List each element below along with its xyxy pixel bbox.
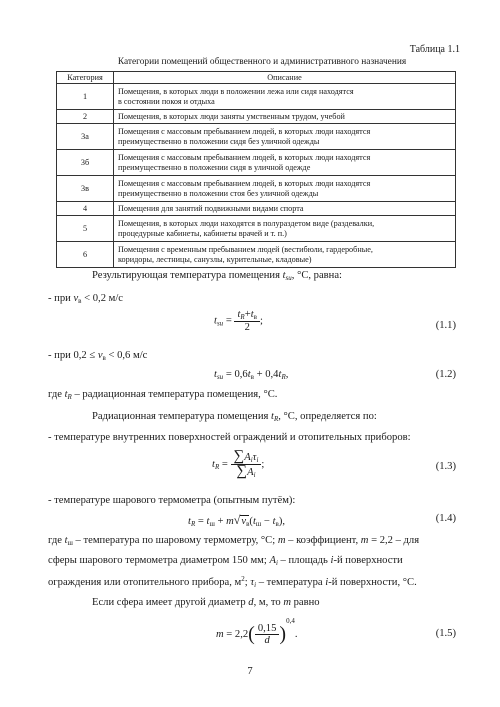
var-sub: в (246, 520, 250, 528)
var-sub: su (285, 274, 292, 282)
var-t: t (252, 516, 256, 527)
var-m: m (226, 516, 234, 527)
var-a: A (269, 555, 276, 566)
equation-1-2 (214, 369, 288, 381)
paragraph-sphere-diameter (48, 555, 403, 567)
var-sub: в (78, 297, 82, 305)
var-sub: R (190, 520, 196, 528)
var-t: t (272, 516, 276, 527)
paragraph-other-diameter (92, 597, 320, 608)
categories-table (56, 71, 456, 268)
fraction-denominator: 2 (244, 322, 250, 333)
text: равно (290, 597, 320, 608)
var-sub: su (216, 373, 224, 381)
row-category: 4 (57, 202, 114, 216)
equation-label: (1.2) (435, 369, 456, 380)
row-description (114, 84, 456, 110)
text: = 2,2 (223, 629, 249, 640)
var-tau: τ (252, 452, 257, 463)
superscript: 2 (241, 575, 245, 583)
punct: . (294, 629, 298, 640)
plus: + (244, 309, 251, 320)
var-sub: i (256, 456, 259, 464)
text: - при 0,2 ≤ (48, 350, 98, 361)
equals: = (223, 315, 235, 327)
sqrt-icon: √ (233, 513, 241, 527)
var-sub: R (67, 393, 72, 401)
var-t: t (206, 516, 210, 527)
table-row (57, 242, 456, 268)
row-description (114, 150, 456, 176)
table-caption: Категории помещений общественного и административного назначения (117, 57, 407, 67)
text: ограждения или отопительного прибора, м (48, 577, 242, 588)
var-t: t (282, 270, 286, 281)
text: – коэффициент, (285, 535, 361, 546)
desc-line: Помещения, в которых люди в положении лежа или сидя находятся (118, 87, 354, 97)
text: Результирующая температура помещения (92, 270, 283, 281)
var-sub: ш (67, 539, 73, 547)
var-m: m (283, 597, 291, 608)
equation-1-4 (188, 513, 285, 528)
var-sub: ш (209, 520, 215, 528)
text: где (48, 389, 65, 400)
equation-1-5 (216, 617, 297, 646)
var-sub: i (250, 456, 253, 464)
var-v: v (73, 293, 79, 304)
var-v: v (241, 516, 247, 527)
equation-1-1 (214, 309, 263, 333)
fraction-denominator (231, 465, 262, 479)
text: – температура (256, 577, 326, 588)
text: = 0,6 (223, 369, 248, 380)
desc-line: преимущественно в положении сидя без уличной одежды (118, 136, 320, 146)
paren: ( (249, 516, 253, 527)
table-row (57, 150, 456, 176)
case-low-velocity (48, 293, 123, 305)
var-m: m (277, 535, 286, 546)
header-description: Описание (114, 72, 456, 84)
punct: , (285, 369, 289, 380)
desc-line: преимущественно в положении стоя без уличной одежды (118, 188, 319, 198)
text: , °С, определяется по: (278, 411, 377, 422)
desc-line: Помещения с массовым пребыванием людей, в которых люди находятся (118, 153, 371, 163)
paragraph-radiation-temp (92, 411, 377, 423)
text: = 2,2 – для (368, 535, 420, 546)
paren-open: ( (248, 623, 255, 646)
var-t: t (188, 516, 191, 527)
var-v: v (97, 350, 103, 361)
text: ; (244, 577, 251, 588)
var-m: m (360, 535, 369, 546)
var-sub: в (250, 373, 254, 381)
var-t: t (247, 369, 251, 380)
text: , °С, равна: (291, 270, 342, 281)
paragraph-surfaces: - температуре внутренних поверхностей ограждений и отопительных приборов: (48, 432, 411, 443)
var-sub: в (275, 520, 279, 528)
var-t: t (271, 411, 274, 422)
desc-line: процедурные кабинеты, кабинеты врачей и т. п.) (118, 228, 287, 238)
table-row (57, 176, 456, 202)
var-t: t (64, 389, 68, 400)
table-number: Таблица 1.1 (409, 44, 460, 55)
row-description (114, 124, 456, 150)
text: – радиационная температура помещения, °С. (71, 389, 278, 400)
fraction-denominator: d (264, 635, 270, 647)
row-description (114, 216, 456, 242)
paragraph-where-tr (48, 389, 277, 401)
text: – площадь (277, 555, 331, 566)
header-category: Категория (57, 72, 114, 84)
text: – температура по шаровому термометру, °С; (72, 535, 278, 546)
row-category: 3в (57, 176, 114, 202)
table-row (57, 84, 456, 110)
var-t: t (278, 369, 282, 380)
desc-line: Помещения, в которых люди находятся в полураздетом виде (раздевалки, (118, 219, 375, 229)
punct: ; (261, 458, 265, 470)
var-t: t (212, 458, 215, 470)
case-mid-velocity (48, 350, 147, 362)
paren: ) (278, 516, 283, 527)
var-sub: R (240, 313, 245, 321)
var-a: A (244, 452, 251, 463)
var-sub: R (281, 373, 286, 381)
var-d: d (248, 597, 254, 608)
var-t: t (64, 535, 68, 546)
plus: + (214, 516, 227, 527)
punct: , (282, 516, 286, 527)
exponent: 0,4 (286, 617, 295, 625)
row-category: 3а (57, 124, 114, 150)
desc-line: Помещения с временным пребыванием людей (вестибюли, гардеробные, (118, 245, 373, 255)
row-description (114, 242, 456, 268)
sum-symbol: ∑ (236, 463, 248, 479)
desc-line: Помещения с массовым пребыванием людей, в которых люди находятся (118, 127, 371, 137)
equation-label: (1.3) (435, 461, 456, 472)
row-category: 5 (57, 216, 114, 242)
equals: = (219, 458, 231, 470)
text: < 0,2 м/с (81, 293, 123, 304)
var-t: t (237, 309, 241, 320)
row-category: 3б (57, 150, 114, 176)
text: сферы шарового термометра диаметром 150 мм; (48, 555, 270, 566)
equation-label: (1.5) (435, 628, 456, 639)
equation-1-3 (212, 450, 264, 479)
text: < 0,6 м/с (105, 350, 148, 361)
var-t: t (214, 369, 217, 380)
table-header-row (57, 72, 456, 84)
equation-label: (1.4) (435, 513, 456, 524)
var-sub: i (275, 559, 278, 567)
row-category: 1 (57, 84, 114, 110)
row-description (114, 110, 456, 124)
var-sub: в (253, 313, 257, 321)
text: Радиационная температура помещения (92, 411, 272, 422)
fraction (231, 448, 265, 479)
page-number: 7 (247, 666, 253, 677)
var-sub: ш (255, 520, 262, 528)
sum-symbol: ∑ (233, 448, 245, 464)
var-tau: τ (250, 577, 255, 588)
desc-line: Помещения с массовым пребыванием людей, в которых люди находятся (118, 179, 371, 189)
var-i: i (325, 577, 329, 588)
text: , м, то (253, 597, 284, 608)
minus: − (261, 516, 273, 527)
var-sub: R (214, 462, 220, 471)
paragraph-where-tsh (48, 535, 419, 547)
text: Если сфера имеет другой диаметр (92, 597, 249, 608)
var-sub: в (102, 354, 106, 362)
row-description (114, 176, 456, 202)
text: -й поверхности, °С. (328, 577, 417, 588)
paragraph-enclosure (48, 575, 417, 589)
var-sub: su (216, 319, 224, 328)
var-sub: i (254, 581, 257, 589)
table-row (57, 124, 456, 150)
row-category: 6 (57, 242, 114, 268)
table-row (57, 202, 456, 216)
paragraph-globe-thermometer: - температуре шарового термометра (опытным путём): (48, 495, 296, 506)
fraction (255, 623, 280, 646)
equals: = (195, 516, 207, 527)
var-a: A (247, 467, 254, 478)
var-t: t (250, 309, 254, 320)
row-description (114, 202, 456, 216)
var-i: i (330, 555, 334, 566)
fraction-numerator: 0,15 (255, 623, 280, 635)
punct: ; (259, 315, 263, 327)
row-category: 2 (57, 110, 114, 124)
var-t: t (214, 315, 217, 327)
desc-line: коридоры, лестницы, санузлы, курительные, кладовые) (118, 254, 312, 264)
desc-line: Помещения для занятий подвижными видами спорта (118, 203, 304, 213)
desc-line: в состоянии покоя и отдыха (118, 96, 215, 106)
desc-line: преимущественно в положении сидя в уличной одежде (118, 162, 311, 172)
equation-label: (1.1) (435, 320, 456, 331)
paren-close: ) (279, 623, 287, 646)
fraction-numerator (234, 309, 259, 322)
var-sub: R (273, 415, 279, 423)
table-row (57, 216, 456, 242)
text: + 0,4 (253, 369, 279, 380)
fraction (234, 309, 259, 333)
var-sub: i (253, 471, 256, 479)
var-m: m (216, 629, 224, 640)
table-row (57, 110, 456, 124)
text: - при (48, 293, 74, 304)
desc-line: Помещения, в которых люди заняты умственным трудом, учебой (118, 111, 345, 121)
text: -й поверхности (333, 555, 403, 566)
paragraph-resulting-temp (92, 270, 342, 282)
text: где (48, 535, 65, 546)
